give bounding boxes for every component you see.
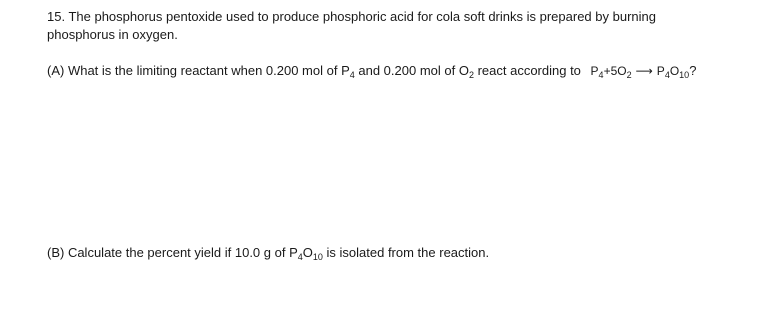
- equation-reactant-1: P: [590, 64, 599, 78]
- part-b-text: (B) Calculate the percent yield if 10.0 g of P: [47, 245, 298, 260]
- subscript: 4: [349, 70, 355, 80]
- equation-product: O: [669, 64, 680, 78]
- question-text-line-1: 15. The phosphorus pentoxide used to produce phosphoric acid for cola soft drinks is prepared by burning: [47, 9, 656, 24]
- subscript: 4: [297, 252, 303, 262]
- chemical-equation: [591, 64, 690, 78]
- part-a-text: react according to: [473, 63, 585, 78]
- reaction-arrow-icon: ⟶: [635, 64, 653, 78]
- subscript: 4: [664, 70, 670, 80]
- part-b-question: [47, 244, 489, 262]
- part-a-question: [47, 62, 696, 80]
- subscript: 2: [626, 70, 632, 80]
- equation-reactant-2: +5O: [603, 64, 627, 78]
- part-b-text: is isolated from the reaction.: [322, 245, 490, 260]
- part-b-text: O: [302, 245, 313, 260]
- subscript: 2: [468, 70, 474, 80]
- subscript: 10: [312, 252, 323, 262]
- part-a-text: (A) What is the limiting reactant when 0.200 mol of P: [47, 63, 350, 78]
- equation-product: P: [656, 64, 665, 78]
- question-mark: ?: [689, 63, 697, 78]
- subscript: 4: [598, 70, 604, 80]
- question-text-line-2: phosphorus in oxygen.: [47, 27, 178, 42]
- subscript: 10: [679, 70, 690, 80]
- part-a-text: and 0.200 mol of O: [354, 63, 469, 78]
